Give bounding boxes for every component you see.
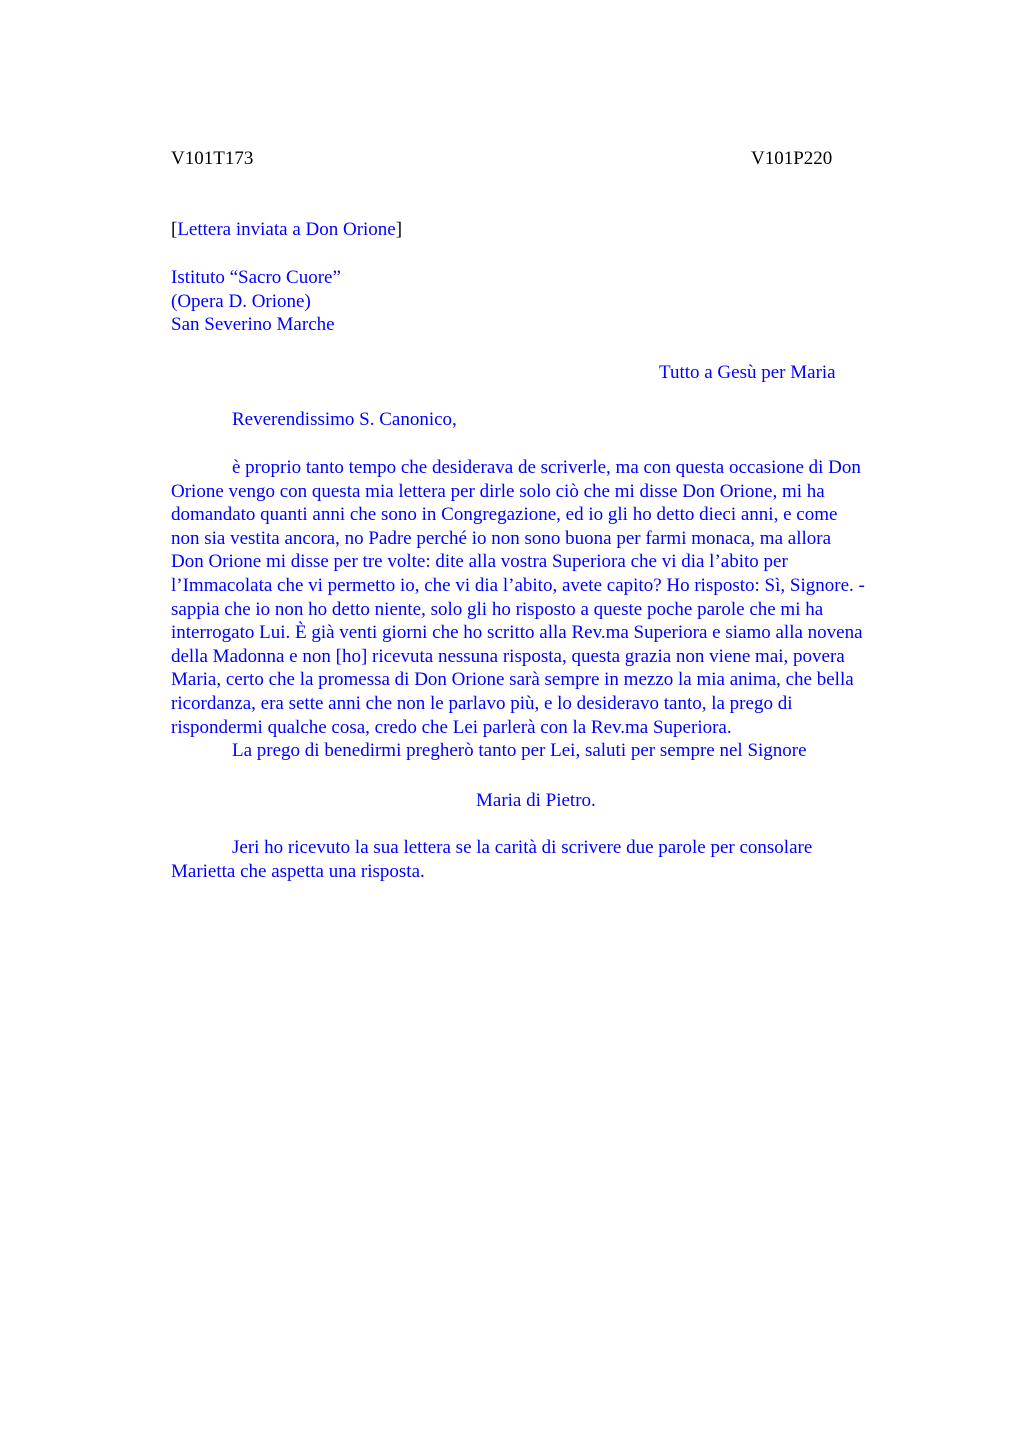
letter-motto: Tutto a Gesù per Maria <box>659 362 836 383</box>
letter-postscript <box>171 836 931 883</box>
title-text: Lettera inviata a Don Orione <box>177 219 396 240</box>
address-line-city: San Severino Marche <box>171 314 335 336</box>
body-line: rispondermi qualche cosa, credo che Lei parlerà con la Rev.ma Superiora. <box>171 716 732 738</box>
document-code-right: V101P220 <box>751 148 833 169</box>
postscript-line: Jeri ho ricevuto la sua lettera se la carità di scrivere due parole per consolare <box>232 837 813 858</box>
letter-body <box>171 456 931 763</box>
sender-address <box>171 266 341 337</box>
body-line: non sia vestita ancora, no Padre perché io non sono buona per farmi monaca, ma allora <box>171 527 832 549</box>
body-line: l’Immacolata che vi permetto io, che vi dia l’abito, avete capito? Ho risposto: Sì, Signore. - <box>171 574 865 596</box>
postscript-line: Marietta che aspetta una risposta. <box>171 860 425 882</box>
body-line: della Madonna e non [ho] ricevuta nessuna risposta, questa grazia non viene mai, povera <box>171 645 845 667</box>
title-close-bracket: ] <box>395 219 403 240</box>
body-line: sappia che io non ho detto niente, solo gli ho risposto a queste poche parole che mi ha <box>171 598 824 620</box>
letter-title <box>171 218 402 242</box>
address-line-opera: (Opera D. Orione) <box>171 290 311 312</box>
body-line: Maria, certo che la promessa di Don Orione sarà sempre in mezzo la mia anima, che bella <box>171 669 854 691</box>
body-line: Orione vengo con questa mia lettera per dirle solo ciò che mi disse Don Orione, mi ha <box>171 480 825 502</box>
address-line-institute: Istituto “Sacro Cuore” <box>171 267 341 288</box>
body-line: Don Orione mi disse per tre volte: dite alla vostra Superiora che vi dia l’abito per <box>171 551 788 573</box>
body-closing-line: La prego di benedirmi pregherò tanto per Lei, saluti per sempre nel Signore <box>232 740 807 762</box>
body-line: domandato quanti anni che sono in Congregazione, ed io gli ho detto dieci anni, e come <box>171 504 838 526</box>
document-code-left: V101T173 <box>171 148 254 169</box>
letter-signature: Maria di Pietro. <box>476 790 596 811</box>
title-open-bracket: [ <box>171 219 178 240</box>
letter-greeting: Reverendissimo S. Canonico, <box>232 409 457 430</box>
body-line: interrogato Lui. È già venti giorni che ho scritto alla Rev.ma Superiora e siamo alla novena <box>171 622 863 644</box>
body-line: è proprio tanto tempo che desiderava de scriverle, ma con questa occasione di Don <box>232 457 861 478</box>
body-line: ricordanza, era sette anni che non le parlavo più, e lo desideravo tanto, la prego di <box>171 692 793 714</box>
